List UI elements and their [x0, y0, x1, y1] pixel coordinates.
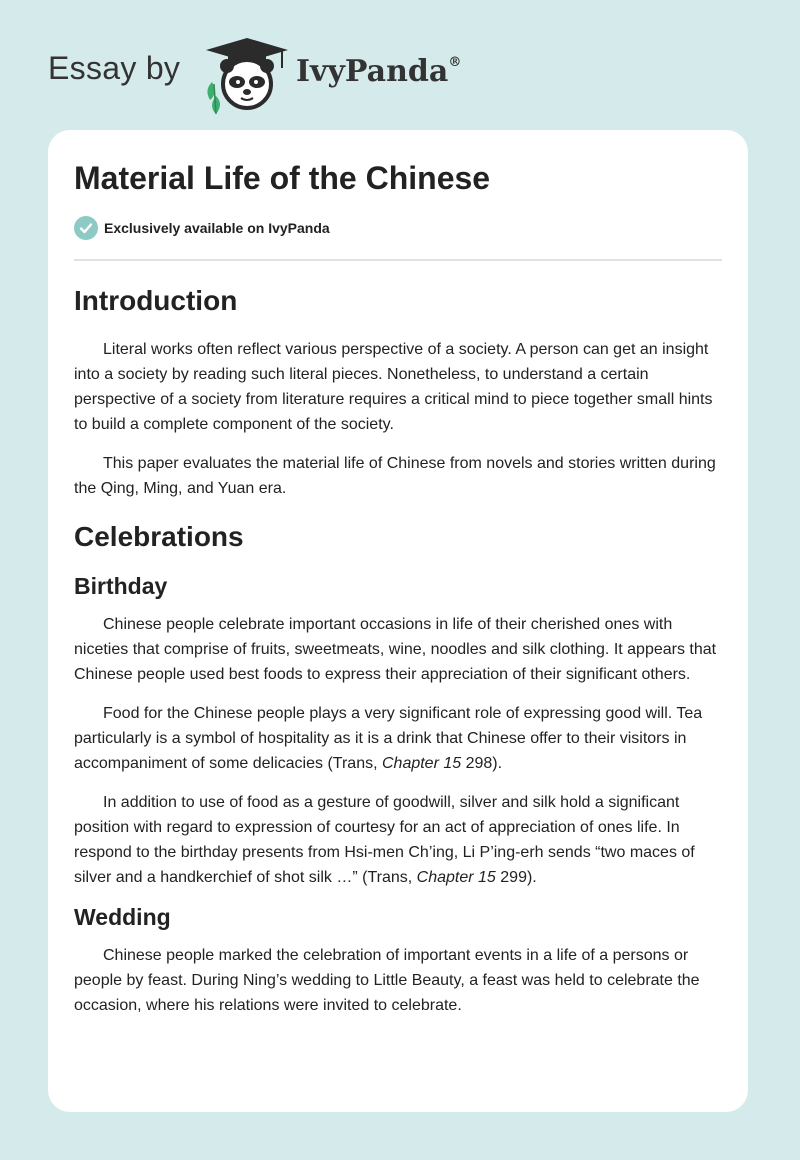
- subsection-heading-birthday: Birthday: [74, 573, 168, 599]
- section-heading-celebrations: Celebrations: [74, 521, 244, 552]
- exclusive-badge-label: Exclusively available on IvyPanda: [104, 220, 330, 236]
- paragraph: In addition to use of food as a gesture of goodwill, silver and silk hold a significant position with regard to expression of courtesy for an act of appreciation of ones life. In respond to the birthday presents from Hsi-men Ch’ing, Li P’ing-erh sends “two maces of silver and a handkerchief of shot silk …” (Trans, Chapter 15 299).: [74, 794, 695, 886]
- paragraph: Food for the Chinese people plays a very significant role of expressing good will. Tea particularly is a symbol of hospitality as it is a drink that Chinese offer to their visitors in accompaniment of some delicacies (Trans, Chapter 15 298).: [74, 705, 703, 772]
- divider: [74, 259, 722, 261]
- brand-name: IvyPanda®: [296, 54, 462, 89]
- article-card: [48, 130, 748, 1112]
- subsection-heading-wedding: Wedding: [74, 904, 171, 930]
- ivypanda-logo-icon: [202, 34, 292, 114]
- site-header: [48, 28, 748, 118]
- page-title: Material Life of the Chinese: [74, 160, 491, 196]
- exclusive-badge: [74, 213, 722, 243]
- essay-by-label: Essay by: [48, 50, 181, 86]
- paragraph: This paper evaluates the material life of Chinese from novels and stories written during the Qing, Ming, and Yuan era.: [74, 455, 716, 497]
- paragraph: Literal works often reflect various perspective of a society. A person can get an insight into a society by reading such literal pieces. Nonetheless, to understand a certain perspective of a society from literature requires a critical mind to piece together small hints to build a complete component of the society.: [74, 341, 713, 433]
- check-icon: [74, 216, 98, 240]
- article-content: [74, 160, 722, 1032]
- paragraph: Chinese people celebrate important occasions in life of their cherished ones with niceties that comprise of fruits, sweetmeats, wine, noodles and silk clothing. It appears that Chinese people used best foods to express their appreciation of their significant others.: [74, 616, 717, 683]
- section-heading-introduction: Introduction: [74, 285, 238, 316]
- paragraph: Chinese people marked the celebration of important events in a life of a persons or people by feast. During Ning’s wedding to Little Beauty, a feast was held to celebrate the occasion, where his relations were invited to celebrate.: [74, 947, 700, 1014]
